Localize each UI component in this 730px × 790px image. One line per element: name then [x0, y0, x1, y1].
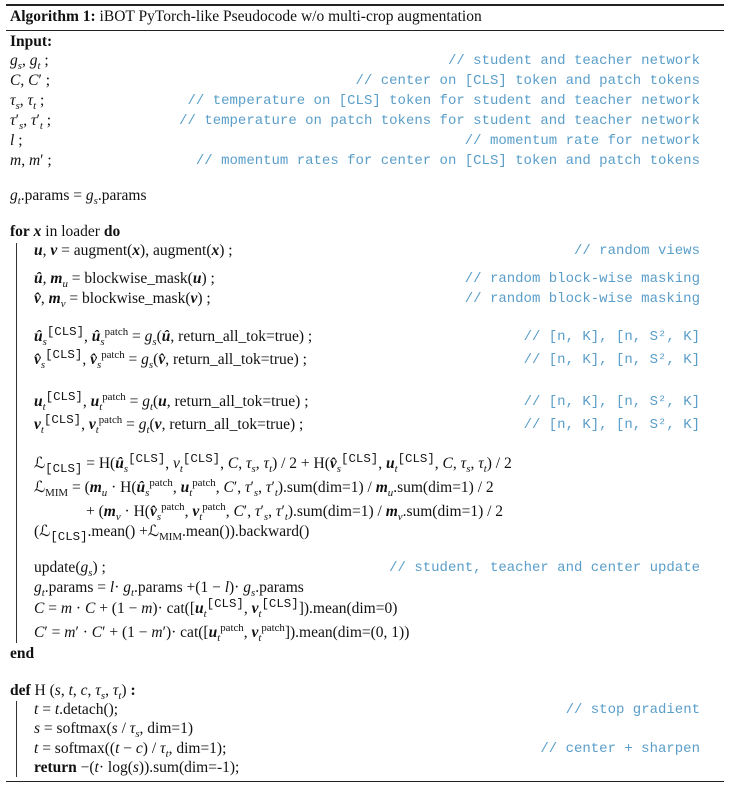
input-label: Input: — [10, 33, 53, 50]
for-loop-header: for x in loader do — [10, 223, 121, 240]
comment-stop-gradient: // stop gradient — [565, 702, 700, 718]
loss-mim-line-2: + ($m_v$ · $H(v̂_s^{patch}$, $v_t^{patch}$, C′, $\tau'_s$, $\tau'_t).sum(dim=1) / m_v.sum(dim=1) / 2$ — [86, 500, 504, 524]
mask-u-line: û, $m_u$ = blockwise_mask(u) ; — [34, 270, 215, 291]
center-cls-update: $C = m \cdot C + (1 - m)\cdot cat([u_t[CLS]$, $v_t[CLS]]).mean(dim=0)$ — [34, 596, 398, 621]
comment-center-sharpen: // center + sharpen — [540, 741, 700, 757]
loss-cls-line: ℒ$_{[CLS]}$ = $H(û_s[CLS]$, $v_t[CLS]$, C, $\tau_s$, $\tau_t) / 2$ + $H(v̂_s[CLS]$, $u_t[CLS]$, C, $\tau_s$, $\tau_t) / 2$ — [34, 451, 512, 477]
center-patch-update: $C' = m' \cdot C' + (1 - m')\cdot cat([u_t^{patch}$, $v_t^{patch}]).mean(dim=(0$, 1)) — [34, 621, 410, 645]
loop-end: end — [10, 645, 35, 662]
comment-temps-cls: // temperature on [CLS] token for student and teacher network — [187, 93, 700, 109]
comment-centers: // center on [CLS] token and patch tokens — [355, 73, 700, 89]
input-temps-patch: $\tau'_s$, $\tau'_t$ ; — [10, 112, 52, 133]
init-teacher-params: $g_t.params$ = $g_s.params$ — [10, 187, 147, 208]
mask-v-line: v̂, $m_v$ = blockwise_mask(v) ; — [34, 290, 211, 311]
top-rule — [6, 4, 724, 6]
comment-momentum: // momentum rate for network — [464, 133, 700, 149]
student-forward-u: $û_s[CLS]$, $û_s^{patch}$ = $g_s(û$, return_all_tok=true) ; — [34, 324, 313, 349]
softmax-t-line: t = softmax((t − $c) / \tau_t$, dim=1); — [34, 740, 227, 761]
backward-line: (ℒ$_{[CLS]}$.mean() +ℒ$_{MIM}$.mean()).backward() — [34, 523, 310, 545]
softmax-s-line: s = softmax(s / $\tau_s$, dim=1) — [34, 720, 194, 741]
input-networks: $g_s$, $g_t$ ; — [10, 52, 49, 73]
comment-teacher-shapes-1: // [n, K], [n, S², K] — [523, 394, 700, 410]
input-centers: C, C′ ; — [10, 72, 51, 89]
comment-teacher-shapes-2: // [n, K], [n, S², K] — [523, 417, 700, 433]
teacher-forward-u: $u_t[CLS]$, $u_t^{patch} = g_t(u$, return_all_tok=true) ; — [34, 389, 309, 414]
comment-student-shapes-1: // [n, K], [n, S², K] — [523, 329, 700, 345]
teacher-forward-v: $v_t[CLS]$, $v_t^{patch} = g_t(v$, return_all_tok=true) ; — [34, 412, 304, 437]
comment-student-shapes-2: // [n, K], [n, S², K] — [523, 352, 700, 368]
ema-params-line: $g_t.params = l\cdot$ $g_t.params +(1 - l)\cdot$ $g_s.params$ — [34, 579, 304, 600]
loop-scope-bar — [16, 243, 17, 643]
comment-update: // student, teacher and center update — [389, 560, 700, 576]
comment-mask-u: // random block-wise masking — [464, 271, 700, 287]
input-center-momentum: m, m′ ; — [10, 152, 52, 169]
comment-mask-v: // random block-wise masking — [464, 291, 700, 307]
def-h-header: def H (s, t, c, $\tau_s$, $\tau_t$) : — [10, 682, 136, 703]
caption-rule — [6, 30, 724, 31]
comment-center-momentum: // momentum rates for center on [CLS] token and patch tokens — [195, 153, 700, 169]
algorithm-caption: Algorithm 1: iBOT PyTorch-like Pseudocode w/o multi-crop augmentation — [10, 8, 482, 25]
student-forward-v: $v̂_s[CLS]$, $v̂_s^{patch}$ = $g_s(v̂$, return_all_tok=true) ; — [34, 347, 307, 372]
detach-line: t = t.detach(); — [34, 701, 119, 718]
augment-line: u, v = augment(x), augment(x) ; — [34, 242, 233, 259]
return-line: return −(t· log(s)).sum(dim=-1); — [34, 759, 240, 776]
comment-temps-patch: // temperature on patch tokens for student and teacher network — [179, 113, 700, 129]
loss-mim-line-1: ℒ$_{MIM}$ = ($m_u$ · $H(û_s^{patch}$, $u_t^{patch}$, C′, $\tau'_s$, $\tau'_t).sum(dim=1) / m_u.sum(dim=1) / 2$ — [34, 476, 494, 500]
bottom-rule — [6, 781, 724, 782]
input-momentum: l ; — [10, 132, 23, 149]
def-scope-bar — [16, 701, 17, 777]
comment-random-views: // random views — [573, 243, 700, 259]
update-line: $update(g_s)$ ; — [34, 559, 106, 580]
comment-networks: // student and teacher network — [447, 53, 700, 69]
input-temps-cls: $\tau_s$, $\tau_t$ ; — [10, 92, 45, 113]
